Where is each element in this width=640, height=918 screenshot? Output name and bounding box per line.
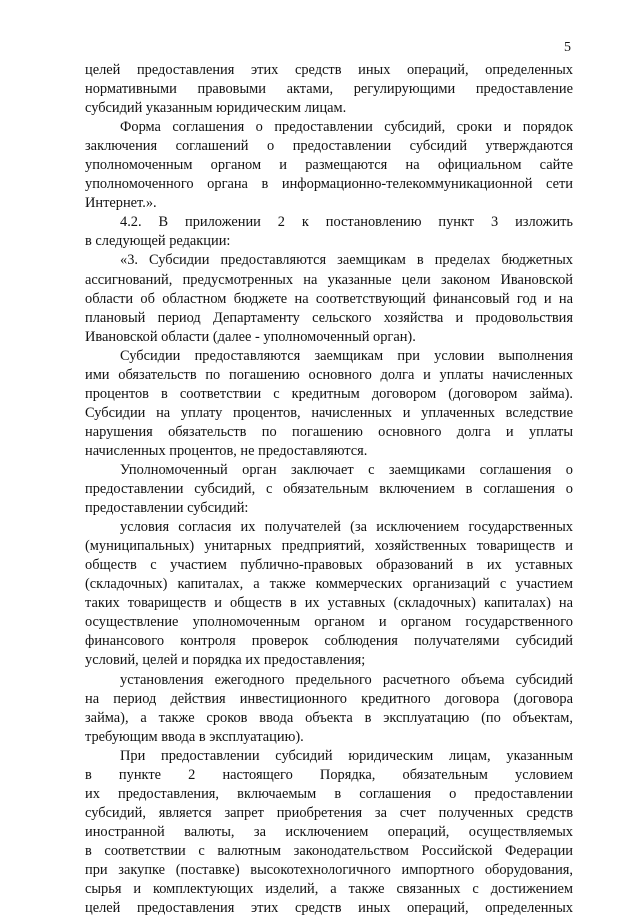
text-line: уполномоченного органа в информационно-телекоммуникационной сети [85, 176, 573, 193]
text-line: «3. Субсидии предоставляются заемщикам в пределах бюджетных [120, 252, 573, 269]
text-line: целей предоставления этих средств иных операций, определенных [85, 62, 573, 78]
text-line: в соответствии с валютным законодательством Российской Федерации [85, 842, 573, 859]
text-line: требующим ввода в эксплуатацию). [85, 728, 304, 745]
text-line: (складочных) капиталах, а также коммерческих организаций с участием [85, 576, 573, 593]
text-line: Уполномоченный орган заключает с заемщиками соглашения о [120, 461, 573, 478]
text-line: При предоставлении субсидий юридическим лицам, указанным [120, 747, 573, 764]
text-line: Ивановской области (далее - уполномоченный орган). [85, 328, 416, 345]
text-line: плановый период Департаменту сельского хозяйства и продовольствия [85, 309, 573, 326]
text-line: субсидий, является запрет приобретения за счет полученных средств [85, 804, 573, 821]
text-line: ими обязательств по погашению основного долга и уплаты начисленных [85, 366, 573, 383]
text-line: Интернет.». [85, 195, 157, 212]
text-line: ассигнований, предусмотренных на указанные цели законом Ивановской [85, 271, 573, 288]
text-line: начисленных процентов, не предоставляются. [85, 442, 368, 459]
text-line: в следующей редакции: [85, 233, 231, 250]
text-line: (муниципальных) унитарных предприятий, хозяйственных товариществ и [85, 538, 573, 555]
text-line: заключения соглашений о предоставлении субсидий утверждаются [85, 138, 573, 155]
text-line: процентов в соответствии с кредитным договором (договором займа). [85, 385, 573, 402]
text-line: области об областном бюджете на соответствующий финансовый год и на [85, 290, 573, 307]
text-line: условий, целей и порядка их предоставления; [85, 652, 366, 669]
text-line: на период действия инвестиционного кредитного договора (договора [85, 690, 573, 707]
text-line: таких товариществ и обществ в их уставных (складочных) капиталах) на [85, 595, 573, 612]
text-line: условия согласия их получателей (за исключением государственных [120, 519, 573, 536]
text-line: сырья и комплектующих изделий, а также связанных с достижением [85, 881, 573, 898]
text-line: осуществление уполномоченным органом и органом государственного [85, 614, 573, 631]
page-number: 5 [564, 40, 571, 55]
text-line: займа), а также сроков ввода объекта в эксплуатацию (по объектам, [85, 709, 573, 726]
text-line: в пункте 2 настоящего Порядка, обязательным условием [85, 766, 573, 783]
text-line: обществ с участием публично-правовых образований в их уставных [85, 557, 573, 574]
text-line: их предоставления, включаемым в соглашения о предоставлении [85, 785, 573, 802]
text-line: 4.2. В приложении 2 к постановлению пункт 3 изложить [120, 214, 573, 231]
text-line: предоставлении субсидий, с обязательным включением в соглашения о [85, 481, 573, 498]
text-line: Субсидии предоставляются заемщикам при условии выполнения [120, 347, 573, 364]
text-line: субсидий указанным юридическим лицам. [85, 100, 347, 117]
text-line: установления ежегодного предельного расчетного объема субсидий [120, 671, 573, 688]
text-line: предоставлении субсидий: [85, 500, 249, 517]
text-line: целей предоставления этих средств иных операций, определенных [85, 900, 573, 917]
text-line: Субсидии на уплату процентов, начисленных и уплаченных вследствие [85, 404, 573, 421]
text-line: финансового контроля проверок соблюдения получателями субсидий [85, 633, 573, 650]
text-line: Форма соглашения о предоставлении субсидий, сроки и порядок [120, 119, 573, 136]
text-line: при закупке (поставке) высокотехнологичного импортного оборудования, [85, 861, 573, 878]
text-line: нарушения обязательств по погашению основного долга и уплаты [85, 423, 573, 440]
text-line: нормативными правовыми актами, регулирующими предоставление [85, 81, 573, 98]
document-body [85, 61, 573, 918]
text-line: иностранной валюты, за исключением операций, осуществляемых [85, 823, 573, 840]
text-line: уполномоченным органом и размещаются на официальном сайте [85, 157, 573, 174]
